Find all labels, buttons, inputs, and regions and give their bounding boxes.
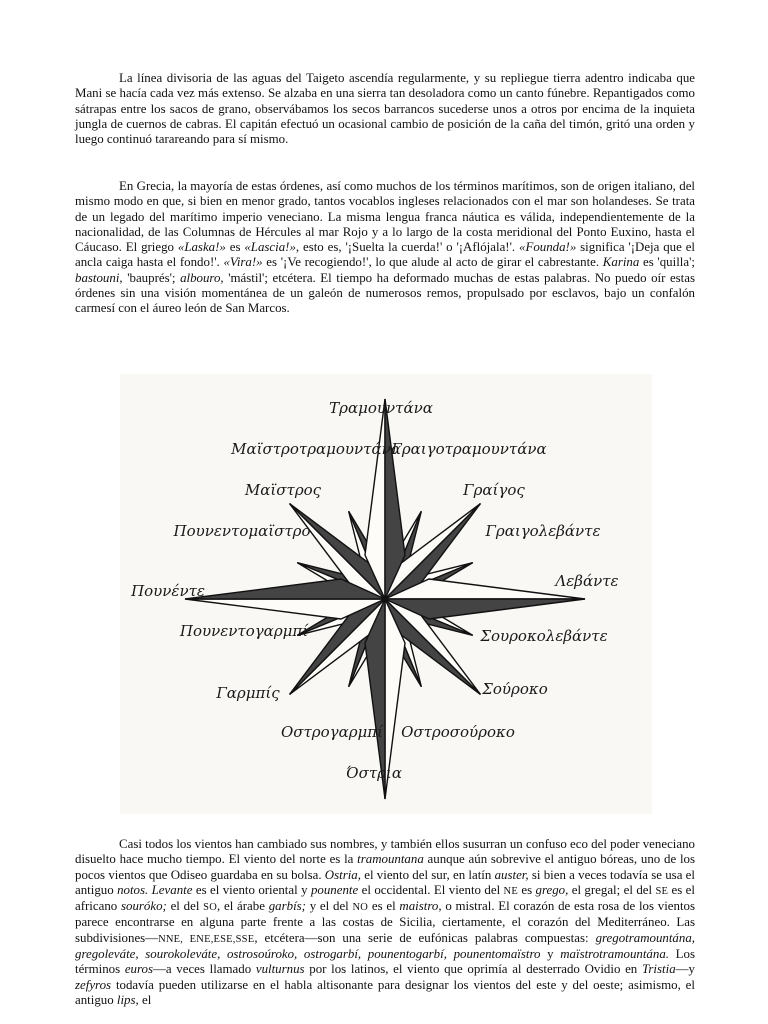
text-segment: todavía pueden utilizarse en el habla altisonante para designar los vientos del este y del oeste; asimismo, el antiguo [75,977,695,1007]
text-segment: el [138,992,152,1007]
text-segment: significa '¡Deja que el ancla caiga hasta el fondo!'. [75,240,695,270]
text-segment: el occidental. El viento del [358,882,504,897]
text-segment: vulturnus [255,962,305,977]
text-segment: garbís; [268,899,306,914]
text-segment: es [225,240,245,255]
text-segment: , el árabe [217,899,269,914]
text-segment: 'mástil'; etcétera. El tiempo ha deformado muchas de estas palabras. No puedo oír estas órdenes sin una visión momentánea de un galeón de numerosos remos, propulsado por esclavos, bajo un confalón carmesí con el áureo león de San Marcos. [75,270,695,316]
wind-label-w: Πουνέντε [131,582,205,600]
text-segment: En Grecia, la mayoría de estas órdenes, así como muchos de los términos marítimos, son de origen italiano, del mismo modo en que, si bien en menor grado, tantos vocablos ingleses relacionados con el mar son holandeses. Se trata de un legado del marítimo imperio veneciano. La misma lengua franca náutica es válida, independientemente de la nacionalidad, de las Columnas de Hércules al mar Rojo y a lo largo de la costa meridional del Ponto Euxino, hasta el Cáucaso. El griego [75,179,695,255]
text-segment: Casi todos los vientos han cambiado sus nombres, y también ellos susurran un confuso eco del poder veneciano disuelto hace mucho tiempo. El viento del norte es la [75,837,695,867]
wind-label-e: Λεβάντε [555,572,619,590]
text-segment: La línea divisoria de las aguas del Taigeto ascendía regularmente, y su repliegue tierra adentro indicaba que Mani se hacía cada vez más extenso. Se alzaba en una sierra tan desoladora como un canto fúnebre. Repantigados como sátrapas entre los sacos de grano, observábamos los secos barrancos sucederse unos a otros por encima de la inquieta jungla de cuernos de cabras. El capitán efectuó un ocasional cambio de posición de la caña del timón, gritó una orden y luego continuó tarareando para sí mismo. [75,71,695,147]
wind-label-s: Όστρια [346,764,402,782]
rose-center-dot [382,596,388,602]
wind-label-sse: Οστροσούροκο [401,723,515,741]
text-segment: por los latinos, el viento que oprimía al desterrado Ovidio en [304,962,642,977]
wind-label-ese: Σουροκολεβάντε [480,627,608,645]
text-segment: aunque aún sobrevive el antiguo bóreas, uno de los pocos vientos que Odiseo guardaba en su bolsa. [75,852,695,882]
wind-label-nne: Γραιγοτραμουντάνα [391,440,547,458]
text-segment: Ostria, [324,867,361,882]
wind-label-nnw: Μαϊστροτραμουντάνα [231,440,401,458]
text-segment: gregotramountána, gregoleváte, sourokoleváte, ostrosoúroko, ostrogarbí, pounentogarbí, pounentomaïstro [75,930,695,962]
text-segment: euros [124,962,153,977]
wind-label-nw: Μαϊστρος [244,481,322,499]
text-segment: es el africano [75,882,695,914]
text-segment: NNE, ENE,ESE,SSE [158,933,255,945]
text-segment: souróko; [120,899,167,914]
text-segment: pounente [310,882,359,897]
text-segment: y [540,947,561,962]
text-segment: tramountana [357,852,424,867]
wind-label-ene: Γραιγολεβάντε [485,522,601,540]
text-segment: es [517,882,536,897]
text-segment: el gregal; el del [568,882,656,897]
text-segment: 'bauprés'; [122,270,181,285]
text-segment: «Lascia!» [244,240,296,255]
text-segment: lips, [116,992,139,1007]
paragraph-2 [75,179,695,317]
compass-rose-figure [120,374,652,814]
text-segment: y el del [305,899,353,914]
text-segment: —a veces llamado [152,962,256,977]
text-segment: grego, [535,882,569,897]
text-segment: es el [368,899,400,914]
text-segment: es '¡Ve recogiendo!', lo que alude al acto de girar el cabrestante. [262,255,603,270]
text-segment: Tristia [641,962,676,977]
text-segment: «Founda!» [519,240,577,255]
text-segment: albouro, [180,270,224,285]
wind-label-ne: Γραίγος [463,481,525,499]
text-segment: bastouni, [75,270,123,285]
text-segment: auster, [494,867,529,882]
wind-label-ssw: Οστρογαρμπί [280,723,384,741]
text-segment: «Vira!» [223,255,263,270]
text-segment: SO [203,902,217,914]
text-segment: es 'quilla'; [639,255,695,270]
text-segment: —y [675,962,695,977]
wind-label-se: Σούροκο [482,680,548,698]
text-segment: maïstrotramountána. [560,947,669,962]
wind-label-n: Τραμουντάνα [329,399,433,417]
text-segment: , esto es, '¡Suelta la cuerda!' o '¡Aflójala!'. [295,240,519,255]
text-segment: NE [503,885,518,897]
text-segment: SE [655,885,669,897]
text-segment: maistro, [399,899,442,914]
text-segment: Los términos [75,947,695,977]
text-segment: es el viento oriental y [192,882,311,897]
compass-rose-drawing [120,374,652,814]
wind-label-wnw: Πουνεντομαϊστρο [173,522,311,540]
text-segment: «Laska!» [177,240,226,255]
text-segment: o mistral. El corazón de esta rosa de los vientos parece encontrarse en alguna parte frente a las costas de Sicilia, ciertamente, el corazón del Mediterráneo. Las subdivisiones— [75,899,696,945]
text-segment: NO [352,902,369,914]
paragraph-3 [75,837,695,1008]
text-segment: zefyros [75,977,112,992]
wind-label-wsw: Πουνεντογαρμπί [179,622,309,640]
text-segment: notos. Levante [117,882,193,897]
text-segment: si bien a veces todavía se usa el antiguo [75,867,695,897]
text-segment: el del [166,899,204,914]
text-segment: Karina [602,255,640,270]
text-segment: el viento del sur, en latín [360,867,495,882]
paragraph-1 [75,71,695,147]
text-segment: , etcétera—son una serie de eufónicas palabras compuestas: [254,930,596,945]
wind-label-sw: Γαρμπίς [216,684,280,702]
